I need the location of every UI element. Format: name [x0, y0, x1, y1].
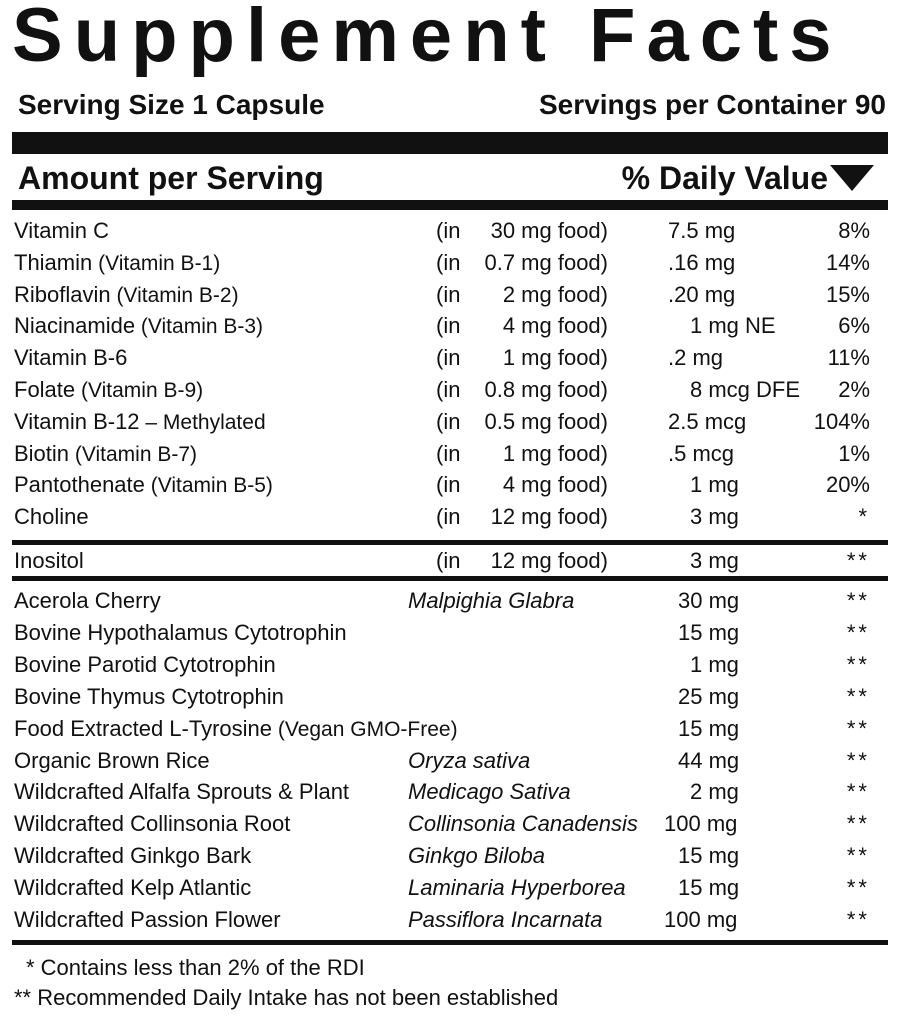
food-source-amount: 0.8 mg food) — [484, 377, 608, 402]
nutrient-name-group — [14, 279, 239, 312]
header-divider — [12, 200, 888, 210]
ingredient-row — [0, 713, 904, 745]
food-source-prefix: (in — [436, 472, 461, 498]
ingredient-amount: 15 mg — [678, 715, 740, 741]
nutrient-row — [0, 310, 904, 342]
ingredient-amount: 15 mg — [678, 843, 740, 869]
nutrient-row — [0, 501, 904, 533]
food-source-amount: 2 mg food) — [502, 281, 608, 307]
nutrient-row — [0, 247, 904, 279]
nutrient-row — [0, 279, 904, 311]
daily-value-percent: 20% — [825, 472, 870, 498]
footnote-one-star: * Contains less than 2% of the RDI — [26, 955, 365, 980]
nutrient-row — [0, 406, 904, 438]
daily-value-percent: ** — [846, 715, 870, 741]
ingredient-name: Wildcrafted Kelp Atlantic — [14, 875, 252, 901]
food-source-prefix: (in — [436, 281, 461, 307]
label-title: Supplement Facts — [12, 0, 843, 78]
ingredient-name-group — [14, 872, 251, 904]
nutrient-row — [0, 469, 904, 501]
food-source-amount: 1 mg food) — [502, 345, 608, 371]
nutrient-subtitle: (Vitamin B-7) — [69, 442, 198, 466]
daily-value-percent: ** — [846, 588, 870, 613]
daily-value-percent: ** — [846, 747, 870, 773]
ingredient-amount: 100 mg — [664, 811, 738, 837]
nutrient-amount: 7.5 mg — [668, 218, 736, 243]
ingredient-name-group — [14, 808, 290, 840]
daily-value-label: % Daily Value — [621, 160, 828, 196]
ingredient-amount: 1 mg — [690, 651, 739, 677]
food-source-prefix: (in — [436, 440, 461, 466]
triangle-down-icon — [830, 165, 874, 191]
ingredient-name: Bovine Parotid Cytotrophin — [14, 651, 276, 677]
daily-value-percent: ** — [846, 779, 870, 805]
food-source-prefix: (in — [436, 408, 461, 434]
nutrient-name-group — [14, 438, 197, 471]
nutrient-name: Thiamin — [14, 249, 93, 275]
ingredient-amount: 15 mg — [678, 875, 740, 901]
nutrient-name-group — [14, 247, 220, 280]
daily-value-percent: 6% — [838, 313, 870, 339]
latin-name: Laminaria Hyperborea — [408, 875, 626, 901]
food-source-prefix: (in — [436, 377, 461, 402]
ingredient-name: Wildcrafted Collinsonia Root — [14, 811, 291, 837]
ingredient-row — [0, 872, 904, 904]
daily-value-percent: ** — [846, 651, 870, 677]
nutrient-name-group — [14, 406, 266, 439]
latin-name: Ginkgo Biloba — [408, 843, 545, 869]
ingredient-row — [0, 585, 904, 617]
nutrient-name: Riboflavin — [14, 281, 111, 307]
ingredient-name: Bovine Hypothalamus Cytotrophin — [14, 619, 347, 645]
thick-divider — [12, 132, 888, 154]
nutrient-amount: 1 mg — [690, 472, 739, 498]
ingredient-name-group — [14, 745, 210, 777]
nutrient-name-group — [14, 501, 89, 533]
food-source-prefix: (in — [436, 249, 461, 275]
daily-value-percent: 8% — [838, 218, 870, 243]
nutrient-name: Inositol — [14, 548, 84, 573]
food-source-prefix: (in — [436, 313, 461, 339]
daily-value-percent: ** — [846, 683, 870, 709]
nutrient-subtitle: (Vitamin B-3) — [135, 315, 264, 339]
ingredient-amount: 15 mg — [678, 619, 740, 645]
food-source-prefix: (in — [436, 218, 461, 243]
ingredient-name: Wildcrafted Ginkgo Bark — [14, 843, 252, 869]
latin-name: Malpighia Glabra — [408, 588, 575, 613]
nutrient-amount: .16 mg — [668, 249, 736, 275]
food-source-amount: 0.7 mg food) — [484, 249, 608, 275]
food-source-prefix: (in — [436, 345, 461, 371]
nutrient-subtitle: (Vitamin B-5) — [144, 474, 273, 498]
nutrient-name: Vitamin B-6 — [14, 345, 128, 371]
nutrient-subtitle: (Vitamin B-1) — [92, 251, 221, 275]
nutrient-amount: .20 mg — [668, 281, 736, 307]
daily-value-percent: * — [858, 504, 870, 530]
ingredient-name: Bovine Thymus Cytotrophin — [14, 683, 284, 709]
bottom-divider — [12, 940, 888, 945]
daily-value-percent: ** — [846, 619, 870, 645]
daily-value-percent: ** — [846, 548, 870, 573]
daily-value-percent: ** — [846, 875, 870, 901]
nutrient-subtitle: (Vitamin B-9) — [75, 379, 204, 402]
latin-name: Collinsonia Canadensis — [408, 811, 638, 837]
nutrient-row — [0, 545, 904, 577]
nutrient-name: Choline — [14, 504, 89, 530]
daily-value-percent: 1% — [838, 440, 870, 466]
nutrient-name-group — [14, 374, 203, 407]
latin-name: Passiflora Incarnata — [408, 907, 603, 932]
nutrient-row — [0, 342, 904, 374]
daily-value-percent: ** — [846, 843, 870, 869]
food-source-amount: 30 mg food) — [490, 218, 608, 243]
ingredient-name-group — [14, 649, 276, 681]
daily-value-percent: 104% — [813, 408, 870, 434]
nutrient-subtitle: – Methylated — [139, 410, 266, 434]
daily-value-percent: 2% — [838, 377, 870, 402]
nutrient-name-group — [14, 215, 109, 247]
food-source-amount: 4 mg food) — [502, 472, 608, 498]
food-source-prefix: (in — [436, 548, 461, 573]
daily-value-percent: 11% — [827, 345, 870, 371]
ingredient-name: Wildcrafted Passion Flower — [14, 907, 281, 932]
ingredient-row — [0, 904, 904, 936]
ingredient-row — [0, 840, 904, 872]
ingredient-name: Wildcrafted Alfalfa Sprouts & Plant — [14, 779, 350, 805]
nutrient-amount: .2 mg — [668, 345, 724, 371]
ingredient-amount: 44 mg — [678, 747, 740, 773]
daily-value-percent: ** — [846, 907, 870, 932]
divider-after-inositol — [12, 576, 888, 581]
nutrient-row — [0, 374, 904, 406]
ingredient-amount: 100 mg — [664, 907, 738, 932]
ingredient-subtitle: (Vegan GMO-Free) — [272, 717, 458, 741]
nutrient-name-group — [14, 342, 127, 374]
amount-per-serving-header: Amount per Serving — [18, 160, 324, 196]
daily-value-percent: ** — [846, 811, 870, 837]
ingredient-name-group — [14, 713, 458, 746]
ingredient-amount: 2 mg — [690, 779, 739, 805]
nutrient-row — [0, 215, 904, 247]
nutrient-amount: 3 mg — [690, 504, 739, 530]
nutrient-name: Biotin — [14, 440, 70, 466]
food-source-prefix: (in — [436, 504, 461, 530]
servings-per-container: Servings per Container 90 — [538, 89, 886, 120]
nutrient-name: Folate — [14, 377, 76, 402]
nutrient-name: Vitamin B-12 — [14, 408, 140, 434]
ingredient-name: Organic Brown Rice — [14, 747, 210, 773]
ingredient-name-group — [14, 776, 349, 808]
nutrient-row — [0, 438, 904, 470]
ingredient-name-group — [14, 840, 251, 872]
nutrient-name: Niacinamide — [14, 313, 136, 339]
ingredient-row — [0, 745, 904, 777]
food-source-amount: 4 mg food) — [502, 313, 608, 339]
food-source-amount: 12 mg food) — [490, 504, 608, 530]
ingredient-name-group — [14, 617, 347, 649]
nutrient-name-group — [14, 469, 273, 502]
food-source-amount: 1 mg food) — [502, 440, 608, 466]
ingredient-row — [0, 681, 904, 713]
ingredient-row — [0, 617, 904, 649]
latin-name: Medicago Sativa — [408, 779, 571, 805]
nutrient-amount: 8 mcg DFE — [690, 377, 801, 402]
nutrient-amount: 1 mg NE — [690, 313, 776, 339]
nutrient-name: Vitamin C — [14, 218, 109, 243]
ingredient-row — [0, 649, 904, 681]
daily-value-percent: 14% — [825, 249, 870, 275]
ingredient-amount: 25 mg — [678, 683, 740, 709]
nutrient-subtitle: (Vitamin B-2) — [110, 283, 239, 307]
ingredient-name-group — [14, 681, 284, 713]
latin-name: Oryza sativa — [408, 747, 531, 773]
ingredient-row — [0, 808, 904, 840]
serving-size: Serving Size 1 Capsule — [18, 89, 325, 120]
nutrient-name: Pantothenate — [14, 472, 145, 498]
food-source-amount: 0.5 mg food) — [484, 408, 608, 434]
nutrient-amount: 3 mg — [690, 548, 739, 573]
food-source-amount: 12 mg food) — [490, 548, 608, 573]
ingredient-amount: 30 mg — [678, 588, 740, 613]
footnote-two-star: ** Recommended Daily Intake has not been established — [14, 985, 559, 1010]
ingredient-name: Food Extracted L-Tyrosine — [14, 715, 273, 741]
daily-value-header — [622, 158, 874, 198]
ingredient-name: Acerola Cherry — [14, 588, 161, 613]
ingredient-name-group — [14, 904, 281, 936]
nutrient-name-group — [14, 310, 263, 343]
daily-value-percent: 15% — [825, 281, 870, 307]
nutrient-amount: .5 mcg — [668, 440, 735, 466]
nutrient-amount: 2.5 mcg — [668, 408, 747, 434]
ingredient-row — [0, 776, 904, 808]
ingredient-name-group — [14, 585, 161, 617]
